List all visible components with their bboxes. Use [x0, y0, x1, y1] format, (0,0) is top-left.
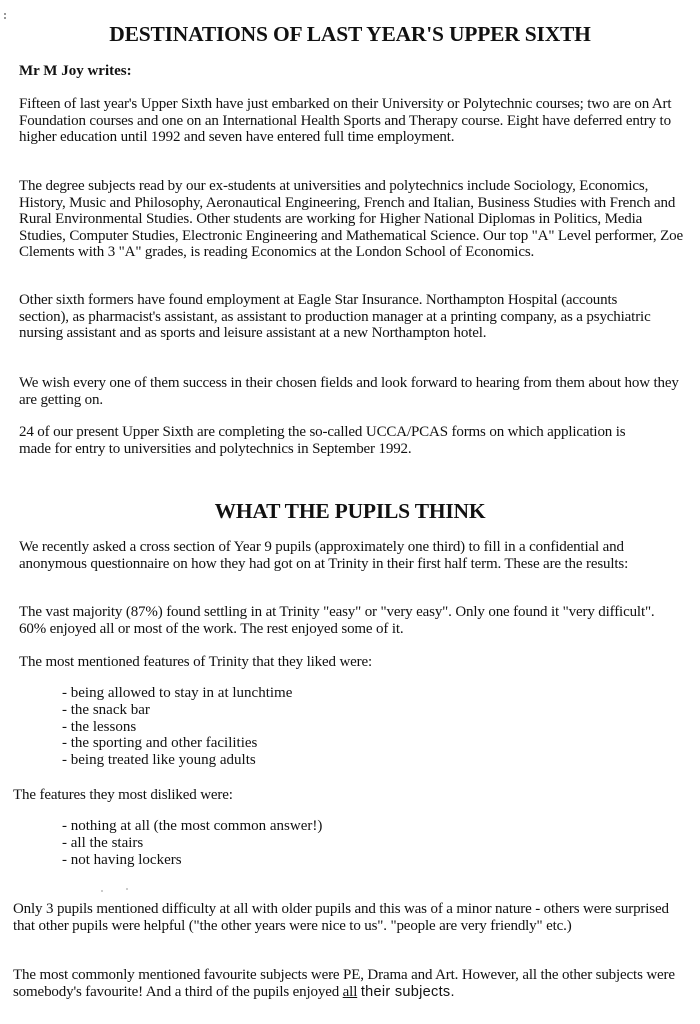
paragraph-survey-intro: We recently asked a cross section of Year 9 pupils (approximately one third) to fill in a confidential and anonymous questionnaire on how they had got on at Trinity in their first half term. These are the results: [19, 539, 629, 572]
paragraph-older-pupils: Only 3 pupils mentioned difficulty at all with older pupils and this was of a minor nature - others were surprised that other pupils were helpful ("the other years were nice to us". "people are very friendly" etc.) [13, 901, 669, 934]
list-item: - not having lockers [62, 851, 182, 868]
list-item: - nothing at all (the most common answer!) [62, 818, 323, 834]
favourites-text: The most commonly mentioned favourite subjects were PE, Drama and Art. However, all the other subjects were somebody's favourite! And a third of the pupils enjoyed [13, 967, 675, 1000]
liked-features-list [62, 685, 292, 769]
scan-speck [126, 888, 128, 890]
disliked-features-list [62, 818, 322, 868]
list-item: - being treated like young adults [62, 752, 256, 769]
paragraph-degree-subjects: The degree subjects read by our ex-students at universities and polytechnics include Sociology, Economics, History, Music and Philosophy, Aeronautical Engineering, French and Italian, Business Studies with French and Rural Environmental Studies. Other students are working for Higher National Diplomas in Politics, Media Studies, Computer Studies, Electronic Engineering and Mathematical Science. Our top "A" Level performer, Zoe Clements with 3 "A" grades, is reading Economics at the London School of Economics. [19, 178, 683, 260]
paragraph-courses: Fifteen of last year's Upper Sixth have just embarked on their University or Polytechnic courses; two are on Art Foundation courses and one on an International Health Sports and Therapy course. Eight have deferred entry to higher education until 1992 and seven have entered full time employment. [19, 96, 672, 145]
list-item: - the sporting and other facilities [62, 735, 258, 752]
section-title-pupils: WHAT THE PUPILS THINK [214, 499, 486, 523]
section-title-destinations: DESTINATIONS OF LAST YEAR'S UPPER SIXTH [109, 22, 591, 46]
list-item: - all the stairs [62, 834, 144, 851]
list-item: - the snack bar [62, 701, 150, 718]
paragraph-good-wishes: We wish every one of them success in their chosen fields and look forward to hearing from them about how they are getting on. [19, 375, 679, 408]
scan-speck [101, 890, 103, 892]
paragraph-ucca-forms: 24 of our present Upper Sixth are completing the so-called UCCA/PCAS forms on which application is made for entry to universities and polytechnics in September 1992. [19, 424, 626, 457]
list-item: - the lessons [62, 718, 137, 735]
liked-heading: The most mentioned features of Trinity that they liked were: [19, 654, 373, 670]
paragraph-favourite-subjects [13, 967, 689, 1000]
byline: Mr M Joy writes: [19, 63, 132, 79]
favourites-text-end: their subjects. [360, 983, 455, 1000]
list-item: - being allowed to stay in at lunchtime [62, 685, 293, 701]
paragraph-settling-in: The vast majority (87%) found settling in at Trinity "easy" or "very easy". Only one found it "very difficult". 60% enjoyed all or most of the work. The rest enjoyed some of it. [19, 604, 655, 637]
disliked-heading: The features they most disliked were: [13, 787, 233, 803]
paragraph-employment: Other sixth formers have found employment at Eagle Star Insurance. Northampton Hospital (accounts section), as pharmacist's assistant, as assistant to production manager at a printing company, as a psychiatric nursing assistant and as sports and leisure assistant at a new Northampton hotel. [19, 292, 651, 341]
favourites-underlined-word: all [342, 983, 358, 1000]
scan-speck [4, 17, 6, 19]
scan-speck [4, 13, 6, 15]
